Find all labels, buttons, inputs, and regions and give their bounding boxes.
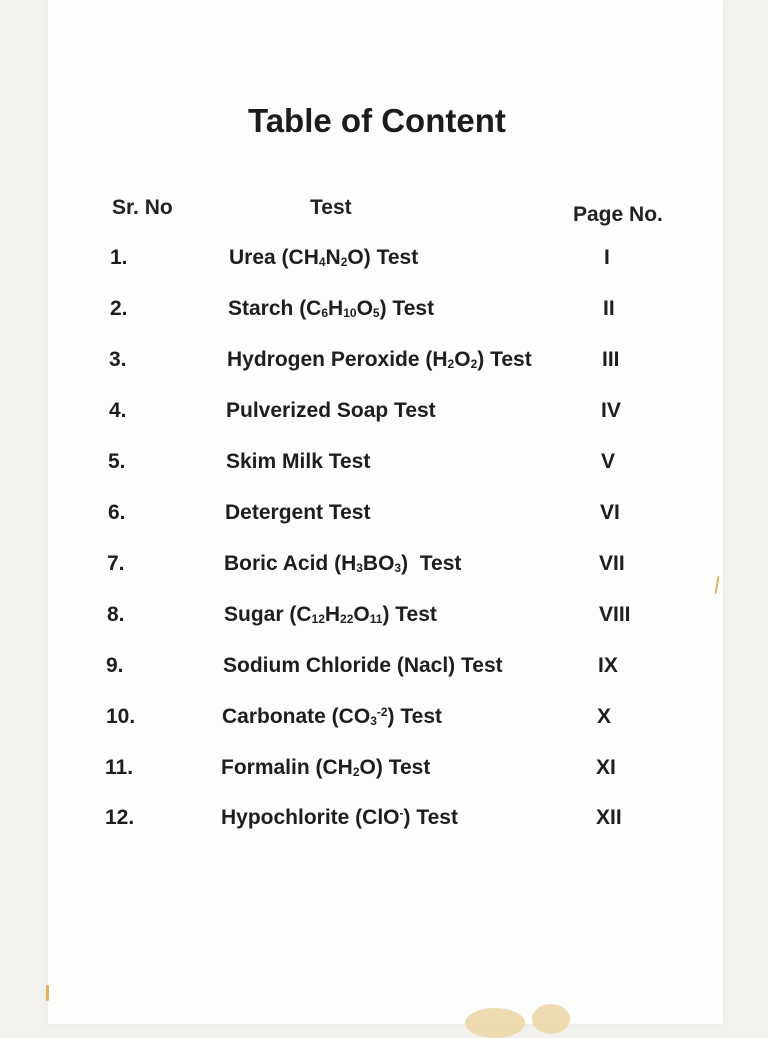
sr-no-cell: 10. <box>106 705 136 728</box>
test-name-cell: Urea $(CH_4N_2O)$ Test <box>229 246 419 269</box>
sr-no-cell: 1. <box>110 246 128 269</box>
table-row <box>48 450 723 480</box>
test-name-cell: Carbonate $(CO_3^{-2})$ Test <box>222 705 442 728</box>
sr-no-cell: 9. <box>106 654 124 677</box>
test-name-cell: Hydrogen Peroxide $(H_2O_2)$ Test <box>227 348 532 371</box>
table-row <box>48 552 723 582</box>
sr-no-cell: 5. <box>108 450 126 473</box>
sr-no-cell: 3. <box>109 348 127 371</box>
document-page <box>48 0 723 1024</box>
table-row <box>48 654 723 684</box>
paper-mark <box>46 985 49 1001</box>
table-row <box>48 756 723 786</box>
column-header-sr-no: Sr. No <box>112 196 173 219</box>
test-name-cell: Pulverized Soap Test <box>226 399 436 422</box>
page-number-cell: IX <box>598 654 618 677</box>
background-object <box>465 1008 525 1038</box>
test-name-cell: Sugar $(C_{12}H_{22}O_{11})$ Test <box>224 603 437 626</box>
page-title: Table of Content <box>248 102 506 139</box>
column-header-page-no: Page No. <box>573 203 663 226</box>
sr-no-cell: 4. <box>109 399 127 422</box>
sr-no-cell: 6. <box>108 501 126 524</box>
sr-no-cell: 7. <box>107 552 125 575</box>
column-header-test: Test <box>310 196 352 219</box>
test-name-cell: Sodium Chloride (Nacl) Test <box>223 654 503 677</box>
page-number-cell: III <box>602 348 620 371</box>
table-row <box>48 806 723 836</box>
page-number-cell: I <box>604 246 610 269</box>
table-row <box>48 348 723 378</box>
page-number-cell: II <box>603 297 615 320</box>
sr-no-cell: 11. <box>105 756 134 779</box>
page-number-cell: IV <box>601 399 621 422</box>
table-row <box>48 246 723 276</box>
test-name-cell: Detergent Test <box>225 501 371 524</box>
page-number-cell: X <box>597 705 612 728</box>
test-name-cell: Starch $(C_6H_{10}O_5)$ Test <box>228 297 435 320</box>
table-row <box>48 603 723 633</box>
page-number-cell: VIII <box>599 603 631 626</box>
page-number-cell: XII <box>596 806 622 829</box>
page-number-cell: VII <box>599 552 625 575</box>
sr-no-cell: 8. <box>107 603 125 626</box>
test-name-cell: Hypochlorite (ClO-) Test <box>221 806 458 829</box>
page-number-cell: XI <box>596 756 616 779</box>
sr-no-cell: 2. <box>110 297 128 320</box>
table-row <box>48 399 723 429</box>
test-name-cell: Skim Milk Test <box>226 450 371 473</box>
page-number-cell: V <box>601 450 616 473</box>
table-row <box>48 705 723 735</box>
sr-no-cell: 12. <box>105 806 135 829</box>
test-name-cell: Boric Acid $(H_3BO_3)$ Test <box>224 552 462 575</box>
table-row <box>48 297 723 327</box>
page-number-cell: VI <box>600 501 620 524</box>
test-name-cell: Formalin $(CH_2O)$ Test <box>221 756 431 779</box>
table-row <box>48 501 723 531</box>
background-object <box>532 1004 570 1034</box>
